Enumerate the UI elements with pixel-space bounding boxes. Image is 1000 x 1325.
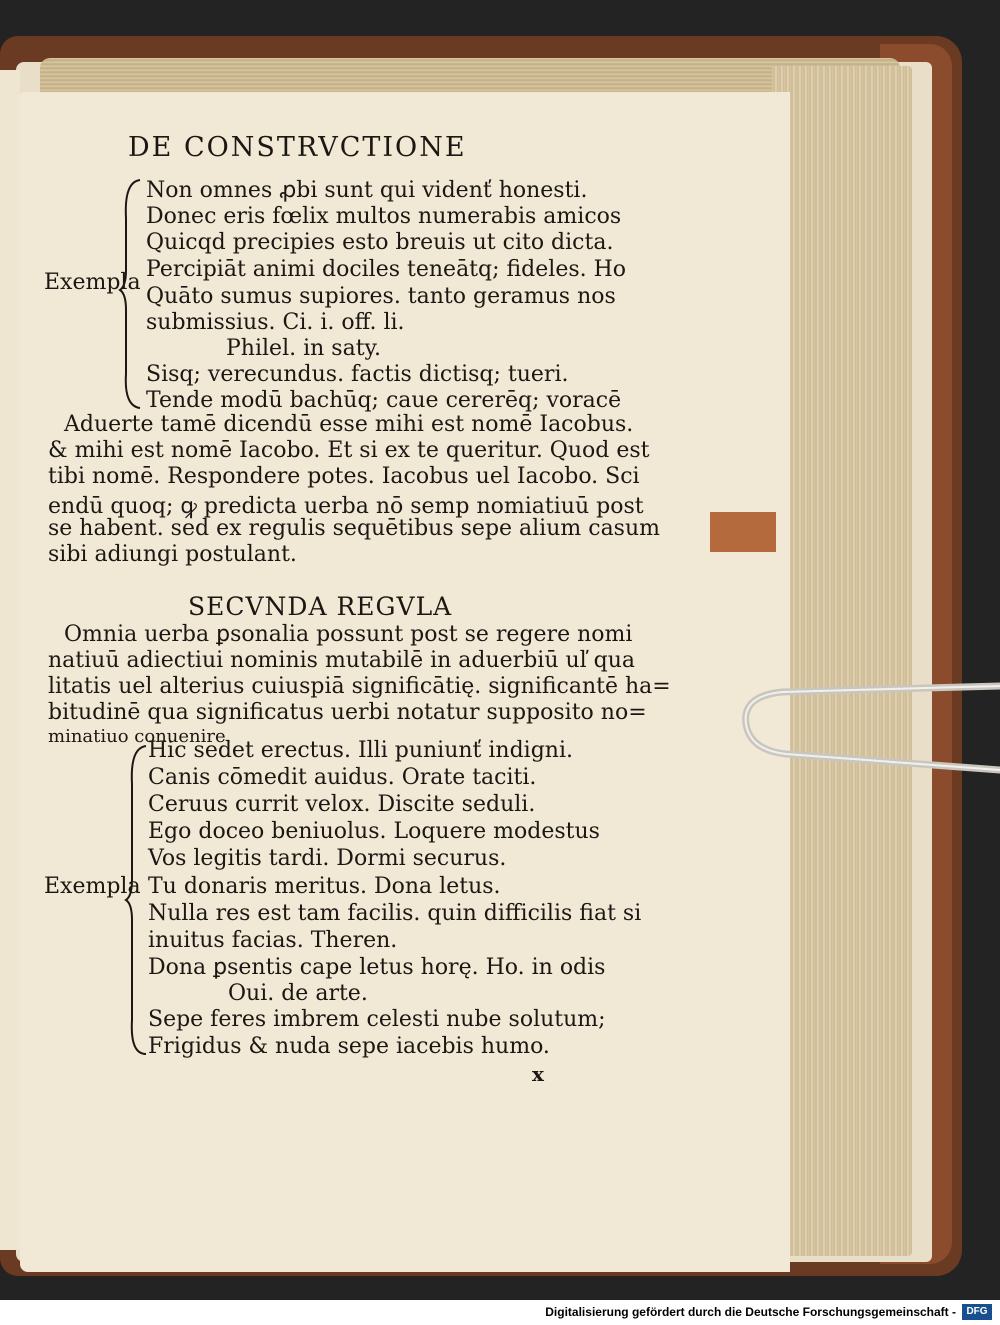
exempla-label-1: Exempla xyxy=(44,270,141,295)
example-line: Quāto sumus supiores. tanto geramus nos xyxy=(146,284,616,309)
example-line: Ceruus currit velox. Discite seduli. xyxy=(148,792,536,817)
example-line: Canis cōmedit auidus. Orate taciti. xyxy=(148,765,537,790)
example-line: Vos legitis tardi. Dormi securus. xyxy=(148,846,507,871)
example-line: Ego doceo beniuolus. Loquere modestus xyxy=(148,819,600,844)
example-source: Philel. in saty. xyxy=(226,336,382,361)
example-line: Sisq; verecundus. factis dictisq; tueri. xyxy=(146,362,569,387)
running-head: DE CONSTRVCTIONE xyxy=(128,132,467,163)
paragraph-line: natiuū adiectiui nominis mutabilē in aduerbiū uľ qua xyxy=(48,648,636,673)
paragraph-line: endū quoq; ꝙ predicta uerba nō semp nomiatiuū post xyxy=(48,494,644,519)
facing-page-edge xyxy=(0,70,20,1250)
paragraph-line: & mihi est nomē Iacobo. Et si ex te queritur. Quod est xyxy=(48,438,650,463)
example-source: Oui. de arte. xyxy=(228,981,368,1006)
example-line: Quicqd precipies esto breuis ut cito dicta. xyxy=(146,230,614,255)
paragraph-line: Omnia uerba ꝑsonalia possunt post se regere nomi xyxy=(64,622,633,647)
paragraph-line: se habent. sed ex regulis sequētibus sepe alium casum xyxy=(48,516,661,541)
example-line: Dona ꝑsentis cape letus horę. Ho. in odis xyxy=(148,955,606,980)
paper-tab-marker xyxy=(710,512,776,552)
example-line: inuitus facias. Theren. xyxy=(148,928,398,953)
paragraph-line: bitudinē qua significatus uerbi notatur supposito no= xyxy=(48,700,647,725)
example-line: Non omnes ꝓbi sunt qui videnť honesti. xyxy=(146,178,588,203)
example-line: Frigidus & nuda sepe iacebis humo. xyxy=(148,1034,550,1059)
dfg-logo: DFG xyxy=(962,1304,992,1320)
example-line: Percipiāt animi dociles teneātq; fideles. Ho xyxy=(146,257,627,282)
exempla-label-2: Exempla xyxy=(44,874,141,899)
example-line: Donec eris fœlix multos numerabis amicos xyxy=(146,204,622,229)
page-fore-edges xyxy=(772,66,912,1256)
page-weight-clip xyxy=(742,678,1000,778)
example-line: Tende modū bachūq; caue cererēq; voracē xyxy=(146,388,622,413)
example-line: Sepe feres imbrem celesti nube solutum; xyxy=(148,1007,606,1032)
brace-2 xyxy=(124,744,150,1056)
example-line: Nulla res est tam facilis. quin difficilis fiat si xyxy=(148,901,642,926)
paragraph-line: Aduerte tamē dicendū esse mihi est nomē Iacobus. xyxy=(64,412,634,437)
signature-mark: x xyxy=(532,1062,544,1086)
paragraph-line: litatis uel alterius cuiuspiā significātię. significantē ha= xyxy=(48,674,671,699)
footer-bar xyxy=(0,1300,1000,1325)
example-line: Hic sedet erectus. Illi puniunť indigni. xyxy=(148,738,573,763)
footer-credit: Digitalisierung gefördert durch die Deutsche Forschungsgemeinschaft - xyxy=(545,1305,956,1319)
example-line: submissius. Ci. i. off. li. xyxy=(146,310,405,335)
section-heading: SECVNDA REGVLA xyxy=(188,592,453,621)
paragraph-line: tibi nomē. Respondere potes. Iacobus uel Iacobo. Sci xyxy=(48,464,640,489)
example-line: Tu donaris meritus. Dona letus. xyxy=(148,874,501,899)
paragraph-line: minatiuo conuenire. xyxy=(48,726,232,747)
paragraph-line: sibi adiungi postulant. xyxy=(48,542,297,567)
